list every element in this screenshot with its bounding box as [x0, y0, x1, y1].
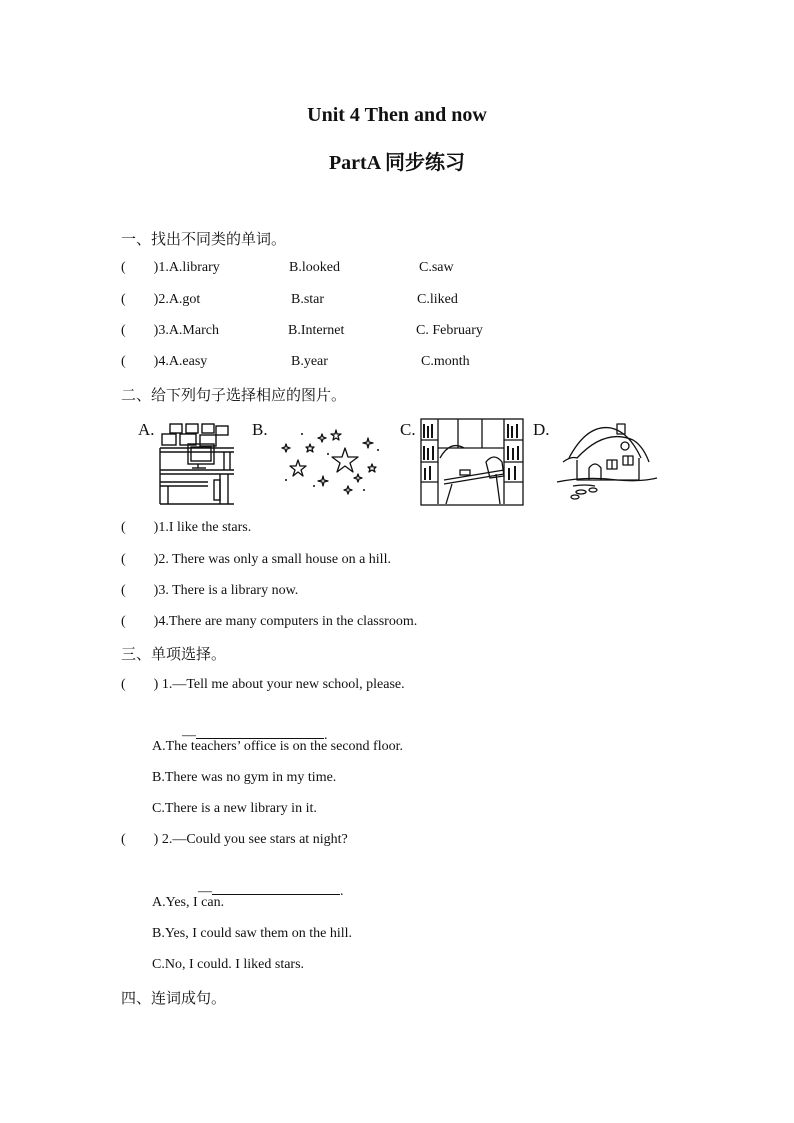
- picture-label-a: A.: [138, 420, 155, 439]
- s3-q1-option-c: C.There is a new library in it.: [152, 801, 317, 816]
- section2-heading: 二、给下列句子选择相应的图片。: [121, 386, 347, 404]
- picture-label-c: C.: [400, 420, 416, 439]
- s1-item4-a: ( )4.A.easy: [121, 354, 208, 369]
- s2-item3: ( )3. There is a library now.: [121, 583, 299, 598]
- s1-item1-b: B.looked: [289, 260, 340, 275]
- s3-q1-blank[interactable]: [196, 724, 324, 739]
- s3-q1-option-b: B.There was no gym in my time.: [152, 770, 337, 785]
- page-subtitle: PartA 同步练习: [328, 152, 466, 174]
- s1-item1-c: C.saw: [419, 260, 454, 275]
- page-title: Unit 4 Then and now: [307, 104, 487, 126]
- s3-q2-blank[interactable]: [212, 880, 340, 895]
- section3-heading: 三、单项选择。: [121, 645, 227, 663]
- s1-item4-b: B.year: [291, 354, 328, 369]
- s1-item2-b: B.star: [291, 292, 325, 307]
- s1-item3-a: ( )3.A.March: [121, 323, 219, 338]
- s1-item3-c: C. February: [416, 323, 483, 338]
- s3-q2-option-b: B.Yes, I could saw them on the hill.: [152, 926, 353, 941]
- stars-picture: [278, 420, 386, 500]
- s3-q1-end: .: [324, 728, 328, 743]
- s1-item1-a: ( )1.A.library: [121, 260, 220, 275]
- s3-q2-stem: ( ) 2.—Could you see stars at night?: [121, 832, 348, 847]
- picture-label-b: B.: [252, 420, 268, 439]
- picture-label-d: D.: [533, 420, 550, 439]
- s3-q1-stem: ( ) 1.—Tell me about your new school, please.: [121, 677, 405, 692]
- house-on-hill-picture: [555, 422, 659, 500]
- s3-q1-option-a: A.The teachers’ office is on the second floor.: [152, 739, 404, 754]
- s2-item1: ( )1.I like the stars.: [121, 520, 252, 535]
- s3-q1-dash: —: [182, 728, 196, 743]
- computer-classroom-picture: [158, 420, 236, 506]
- s1-item4-c: C.month: [421, 354, 470, 369]
- library-picture: [420, 418, 524, 506]
- section4-heading: 四、连词成句。: [121, 989, 227, 1007]
- s1-item2-c: C.liked: [417, 292, 458, 307]
- s3-q2-option-c: C.No, I could. I liked stars.: [152, 957, 305, 972]
- s2-item2: ( )2. There was only a small house on a hill.: [121, 552, 391, 567]
- s1-item2-a: ( )2.A.got: [121, 292, 201, 307]
- s3-q2-option-a: A.Yes, I can.: [152, 895, 225, 910]
- s3-q2-dash: —: [198, 884, 212, 899]
- s3-q2-end: .: [340, 884, 344, 899]
- s1-item3-b: B.Internet: [288, 323, 345, 338]
- section1-heading: 一、找出不同类的单词。: [121, 230, 287, 248]
- s2-item4: ( )4.There are many computers in the classroom.: [121, 614, 418, 629]
